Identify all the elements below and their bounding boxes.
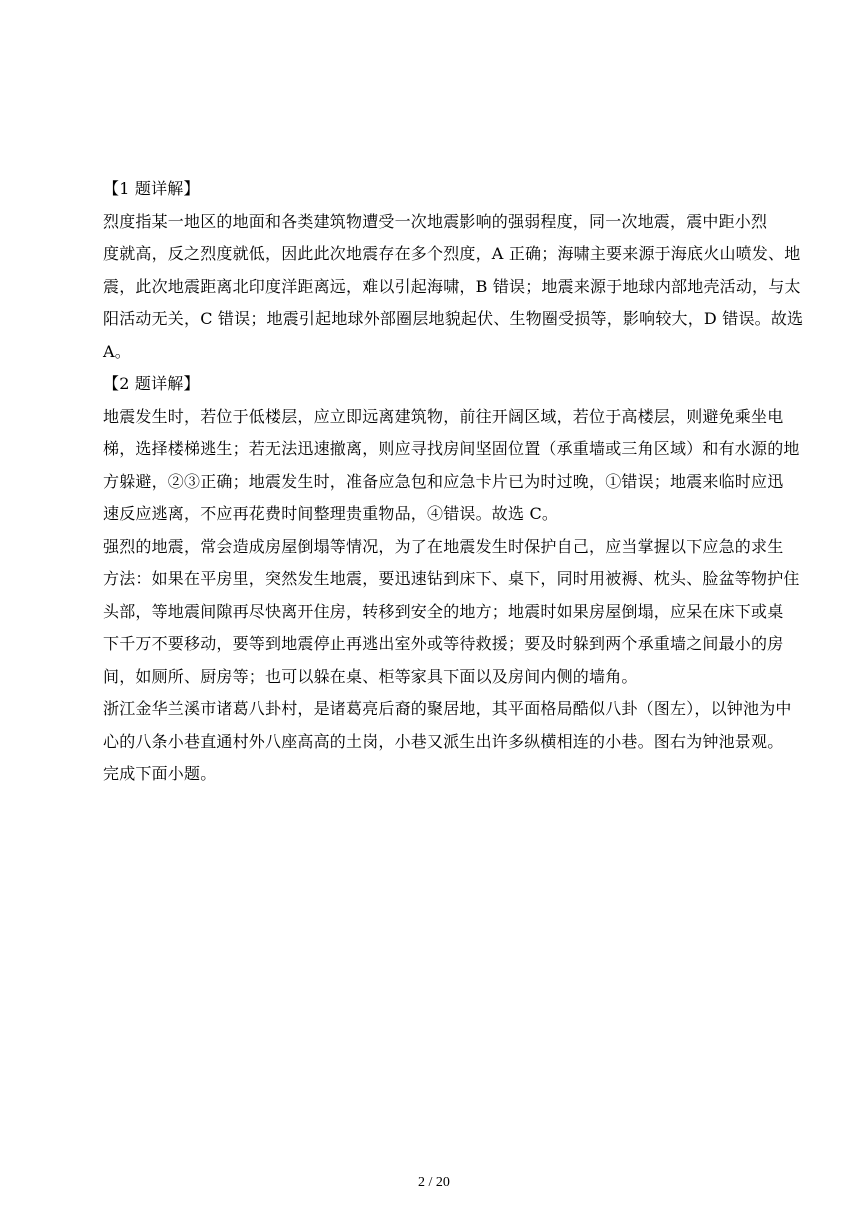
section-1-heading: 【1 题详解】 [103, 179, 200, 198]
section-1-line: 阳活动无关，C 错误；地震引起地球外部圈层地貌起伏、生物圈受损等，影响较大，D 错误。故选 [103, 309, 804, 328]
paragraph-3-line: 方法：如果在平房里，突然发生地震，要迅速钻到床下、桌下，同时用被褥、枕头、脸盆等物护住 [103, 569, 800, 588]
paragraph-3-line: 头部，等地震间隙再尽快离开住房，转移到安全的地方；地震时如果房屋倒塌，应呆在床下或桌 [103, 601, 784, 621]
paragraph-3-line: 下千万不要移动，要等到地震停止再逃出室外或等待救援；要及时躲到两个承重墙之间最小的房 [103, 634, 784, 653]
paragraph-4-line: 心的八条小巷直通村外八座高高的土岗，小巷又派生出许多纵横相连的小巷。图右为钟池景观。 [103, 731, 784, 751]
section-1-line: 震，此次地震距离北印度洋距离远，难以引起海啸，B 错误；地震来源于地球内部地壳活动，与太 [103, 276, 801, 296]
page-number: 2 / 20 [418, 1175, 450, 1190]
section-2-line: 地震发生时，若位于低楼层，应立即远离建筑物，前往开阔区域，若位于高楼层，则避免乘坐电 [103, 406, 784, 426]
section-1-line: 烈度指某一地区的地面和各类建筑物遭受一次地震影响的强弱程度，同一次地震，震中距小烈 [103, 211, 768, 231]
section-1-line: 度就高，反之烈度就低，因此此次地震存在多个烈度，A 正确；海啸主要来源于海底火山喷发、地 [103, 244, 801, 263]
section-2-line: 速反应逃离，不应再花费时间整理贵重物品，④错误。故选 C。 [103, 504, 559, 523]
paragraph-4-line: 完成下面小题。 [103, 764, 217, 783]
section-1-line: A。 [103, 341, 131, 361]
paragraph-4-line: 浙江金华兰溪市诸葛八卦村，是诸葛亮后裔的聚居地，其平面格局酷似八卦（图左），以钟池为中 [103, 699, 792, 718]
section-2-line: 方躲避，②③正确；地震发生时，准备应急包和应急卡片已为时过晚，①错误；地震来临时应迅 [103, 471, 784, 491]
document-body [103, 173, 804, 791]
paragraph-3-line: 强烈的地震，常会造成房屋倒塌等情况，为了在地震发生时保护自己，应当掌握以下应急的求生 [103, 536, 784, 556]
section-2-line: 梯，选择楼梯逃生；若无法迅速撤离，则应寻找房间坚固位置（承重墙或三角区域）和有水源的地 [103, 439, 800, 458]
paragraph-3-line: 间，如厕所、厨房等；也可以躲在桌、柜等家具下面以及房间内侧的墙角。 [103, 666, 638, 686]
section-2-heading: 【2 题详解】 [103, 374, 200, 393]
